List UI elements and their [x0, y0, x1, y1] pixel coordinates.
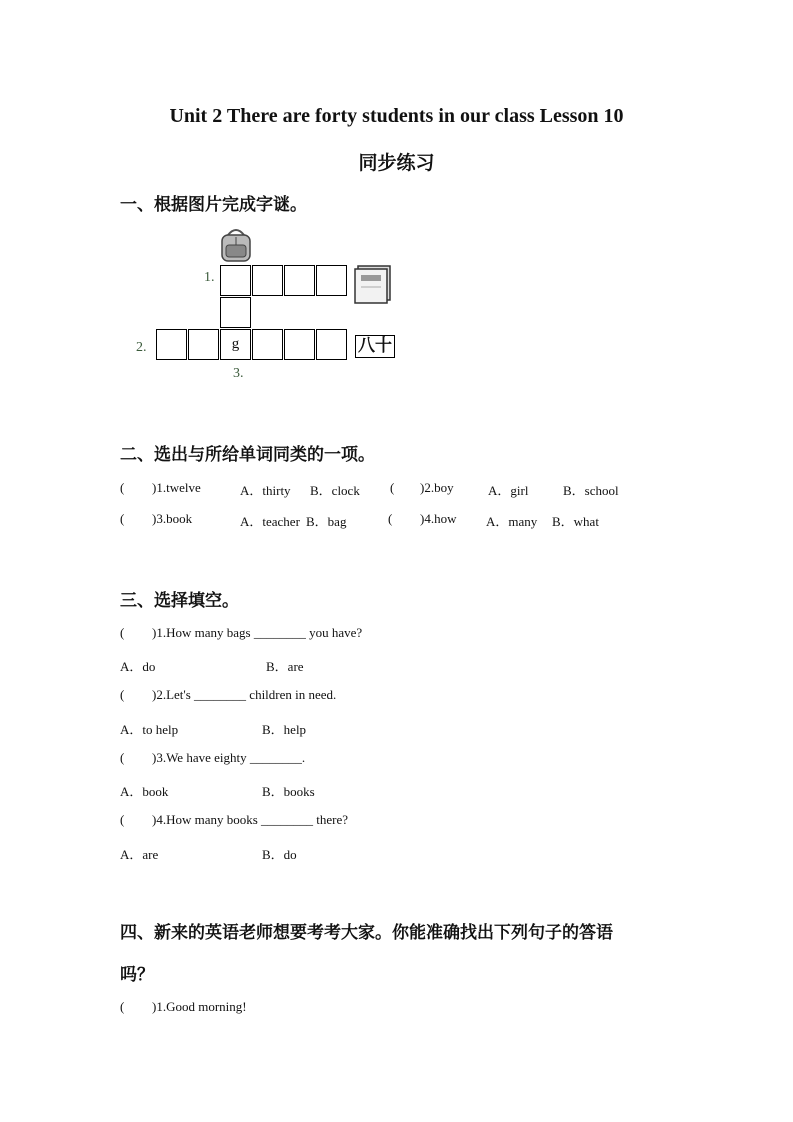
option-a: A．many [486, 514, 538, 529]
option-b: B．what [552, 514, 599, 529]
option-a: A．are [120, 847, 159, 862]
eighty-picture-clue: 八十 [355, 335, 395, 358]
clue-label-1: 1. [204, 270, 215, 285]
question-text: )3.We have eighty ________. [152, 750, 306, 765]
section3-heading: 三、选择填空。 [120, 591, 239, 611]
option-b: B．help [262, 722, 307, 737]
crossword-cell[interactable] [156, 329, 187, 360]
schoolbag-icon [216, 227, 256, 263]
question-word: )3.book [152, 511, 193, 526]
clue-label-2: 2. [136, 340, 147, 355]
option-a: A．book [120, 784, 169, 799]
page-subtitle: 同步练习 [358, 152, 435, 174]
clue-label-3: 3. [233, 366, 244, 381]
answer-bracket[interactable]: ( [120, 750, 125, 765]
crossword-cell[interactable] [284, 265, 315, 296]
answer-bracket[interactable]: ( [120, 999, 125, 1014]
section2-heading: 二、选出与所给单词同类的一项。 [120, 445, 375, 465]
answer-bracket[interactable]: ( [120, 511, 125, 526]
answer-bracket[interactable]: ( [388, 511, 393, 526]
option-a: A．thirty [240, 483, 291, 498]
option-b: B．clock [310, 483, 360, 498]
answer-bracket[interactable]: ( [120, 812, 125, 827]
crossword-cell[interactable] [316, 329, 347, 360]
crossword-cell[interactable] [188, 329, 219, 360]
answer-bracket[interactable]: ( [120, 625, 125, 640]
question-text: )2.Let's ________ children in need. [152, 687, 337, 702]
question-text: )4.How many books ________ there? [152, 812, 349, 827]
option-b: B．are [266, 659, 304, 674]
option-a: A．do [120, 659, 156, 674]
question-word: )4.how [420, 511, 457, 526]
answer-bracket[interactable]: ( [120, 687, 125, 702]
answer-bracket[interactable]: ( [120, 480, 125, 495]
crossword-cell[interactable] [220, 297, 251, 328]
question-text: )1.How many bags ________ you have? [152, 625, 363, 640]
crossword-cell[interactable] [252, 265, 283, 296]
question-word: )2.boy [420, 480, 454, 495]
section4-heading-line1: 四、新来的英语老师想要考考大家。你能准确找出下列句子的答语 [120, 923, 613, 943]
option-a: A．to help [120, 722, 179, 737]
page-title: Unit 2 There are forty students in our class Lesson 10 [169, 105, 624, 127]
option-b: B．books [262, 784, 315, 799]
book-icon [352, 262, 394, 304]
crossword-cell[interactable] [220, 265, 251, 296]
question-text: )1.Good morning! [152, 999, 247, 1014]
answer-bracket[interactable]: ( [390, 480, 395, 495]
crossword-cell-given[interactable]: g [220, 329, 251, 360]
question-word: )1.twelve [152, 480, 201, 495]
section1-heading: 一、根据图片完成字谜。 [120, 195, 307, 215]
section4-heading-line2: 吗？ [120, 965, 154, 985]
option-a: A．teacher [240, 514, 300, 529]
crossword-cell[interactable] [284, 329, 315, 360]
crossword-cell[interactable] [316, 265, 347, 296]
crossword-cell[interactable] [252, 329, 283, 360]
option-b: B．school [563, 483, 619, 498]
option-b: B．bag [306, 514, 347, 529]
option-b: B．do [262, 847, 297, 862]
option-a: A．girl [488, 483, 529, 498]
